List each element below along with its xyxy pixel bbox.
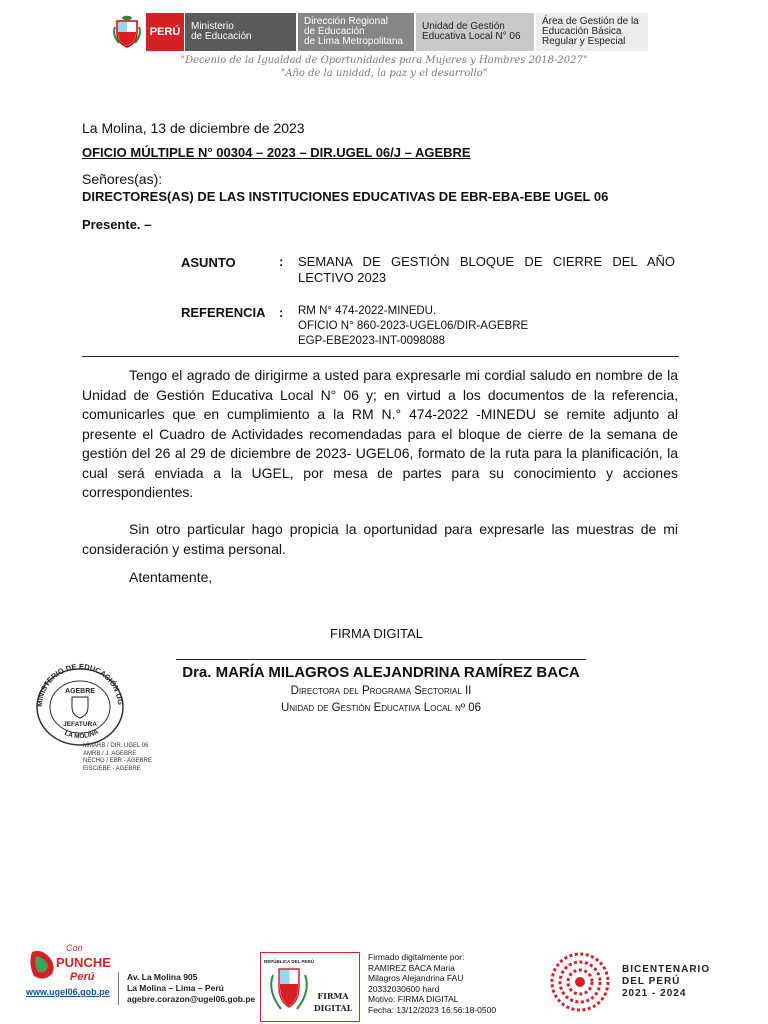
coat-of-arms-icon (112, 13, 142, 51)
unidad-line: Educativa Local N° 06 (422, 31, 521, 42)
signature-info-line: Motivo: FIRMA DIGITAL (368, 994, 459, 1005)
signature-info-line: RAMIREZ BACA Maria (368, 962, 455, 973)
area-line: Área de Gestión de la (542, 16, 639, 27)
seal-digital: DIGITAL (313, 1003, 353, 1013)
signature-info-line: Firmado digitalmente por: (368, 952, 465, 962)
logo-con: Con (66, 943, 83, 953)
bicentenario-emblem-icon (548, 950, 612, 1014)
stamp-arc-text: MINISTERIO DE EDUCACIÓN UG (34, 663, 126, 708)
signer-unit: Unidad de Gestión Educativa Local nº 06 (280, 702, 482, 714)
seal-republica: REPÚBLICA DEL PERÚ (263, 959, 315, 964)
ministerio-line: Ministerio (191, 21, 234, 32)
motto-decenio: "Decenio de la Igualdad de Oportunidades para Mujeres y Hombres 2018-2027" (180, 55, 588, 66)
asunto-colon: : (279, 254, 284, 269)
signer-title: Directora del Programa Sectorial II (290, 685, 472, 697)
address-line: La Molina – Lima – Perú (127, 983, 224, 993)
referencia-item: OFICIO N° 860-2023-UGEL06/DIR-AGEBRE (298, 320, 529, 332)
bicentenario-line: DEL PERÚ (622, 976, 681, 987)
direccion-line: de Educación (304, 26, 365, 37)
digital-signature-seal (260, 952, 360, 1022)
body-paragraph-2: Sin otro particular hago propicia la oportunidad para expresarle las muestras de mi consideración y estima personal. (82, 521, 678, 557)
seal-coat-of-arms-icon (271, 969, 307, 1009)
signature-line (176, 659, 586, 660)
ministerio-line: de Educación (191, 31, 252, 42)
oficio-number: OFICIO MÚLTIPLE N° 00304 – 2023 – DIR.UGEL 06/J – AGEBRE (82, 145, 471, 160)
area-line: Regular y Especial (542, 36, 626, 47)
direccion-line: de Lima Metropolitana (304, 36, 403, 47)
initials-line: AMRB / J. AGEBRE (83, 750, 137, 757)
digital-signature-info (368, 952, 496, 1016)
referencia-label: REFERENCIA (181, 305, 266, 320)
closing: Atentamente, (129, 569, 213, 585)
address-line: Av. La Molina 905 (127, 972, 198, 982)
firma-digital-label: FIRMA DIGITAL (330, 626, 423, 641)
direccion-line: Dirección Regional (304, 16, 388, 27)
referencia-list (298, 304, 528, 349)
referencia-colon: : (279, 305, 284, 320)
asunto-text: SEMANA DE GESTIÓN BLOQUE DE CIERRE DEL AÑO LECTIVO 2023 (298, 254, 675, 285)
body-paragraph-1: Tengo el agrado de dirigirme a usted para expresarle mi cordial saludo en nombre de la Unidad de Gestión Educativa Local N° 06 y; en virtud a los documentos de la referencia, comunicarles que en cumplimiento a la RM N.° 474-2022 -MINEDU se remite adjunto al presente el Cuadro de Actividades recomendadas para el bloque de cierre de la semana de gestión del 26 al 29 de diciembre de 2023- UGEL06, formato de la ruta para la planificación, la cual será enviada a la UGEL, por mesa de partes para su conocimiento y acciones correspondientes. (82, 367, 678, 500)
asunto-label: ASUNTO (181, 255, 236, 270)
referencia-item: EGP-EBE2023-INT-0098088 (298, 335, 446, 347)
bicentenario-years: 2021 - 2024 (622, 988, 687, 999)
recipients: DIRECTORES(AS) DE LAS INSTITUCIONES EDUCATIVAS DE EBR-EBA-EBE UGEL 06 (82, 189, 609, 204)
website-link[interactable]: www.ugel06.gob.pe (26, 987, 110, 997)
ministerio-block (184, 13, 296, 51)
stamp-shield-icon (72, 697, 88, 718)
motto-year: "Año de la unidad, la paz y el desarrollo" (280, 68, 488, 79)
unidad-gestion-block (416, 13, 534, 51)
bicentenario-logo (548, 950, 710, 1014)
punche-peru-logo (26, 940, 118, 990)
signature-info-line: Milagros Alejandrina FAU (368, 973, 464, 984)
logo-peru: Perú (70, 971, 95, 983)
area-line: Educación Básica (542, 26, 622, 37)
divider-line (82, 356, 679, 357)
seal-firma: FIRMA (317, 991, 349, 1001)
stamp-agebre: AGEBRE (65, 688, 95, 695)
initials-line: NECHG / EBR - AGEBRE (83, 758, 153, 764)
official-stamp (34, 663, 126, 751)
logo-punche: PUNCHE (56, 955, 111, 970)
direccion-regional-block (298, 13, 414, 51)
signer-name: Dra. MARÍA MILAGROS ALEJANDRINA RAMÍREZ BACA (182, 664, 580, 681)
referencia-item: RM N° 474-2022-MINEDU. (298, 305, 437, 317)
initials-line: MMARB / DIR. UGEL 06 (83, 743, 149, 749)
area-gestion-block (536, 13, 648, 51)
stamp-jefatura: JEFATURA (63, 721, 97, 728)
place-date: La Molina, 13 de diciembre de 2023 (82, 120, 305, 136)
initials-block (83, 743, 152, 773)
initials-line: EISC/EBE - AGEBRE (83, 765, 141, 772)
stamp-molina: LA MOLINA (63, 728, 100, 741)
header-banner (112, 13, 648, 51)
peru-label: PERÚ (146, 13, 184, 51)
salutation: Señores(as): (82, 171, 163, 187)
footer-address (118, 972, 255, 1005)
email-address: agebre.corazon@ugel06.gob.pe (127, 994, 256, 1004)
unidad-line: Unidad de Gestión (422, 21, 505, 32)
signature-info-line: Fecha: 13/12/2023 16:56:18-0500 (368, 1004, 497, 1015)
bicentenario-line: BICENTENARIO (622, 964, 711, 975)
presente: Presente. – (82, 217, 152, 232)
signature-info-line: 20332030600 hard (368, 983, 440, 994)
